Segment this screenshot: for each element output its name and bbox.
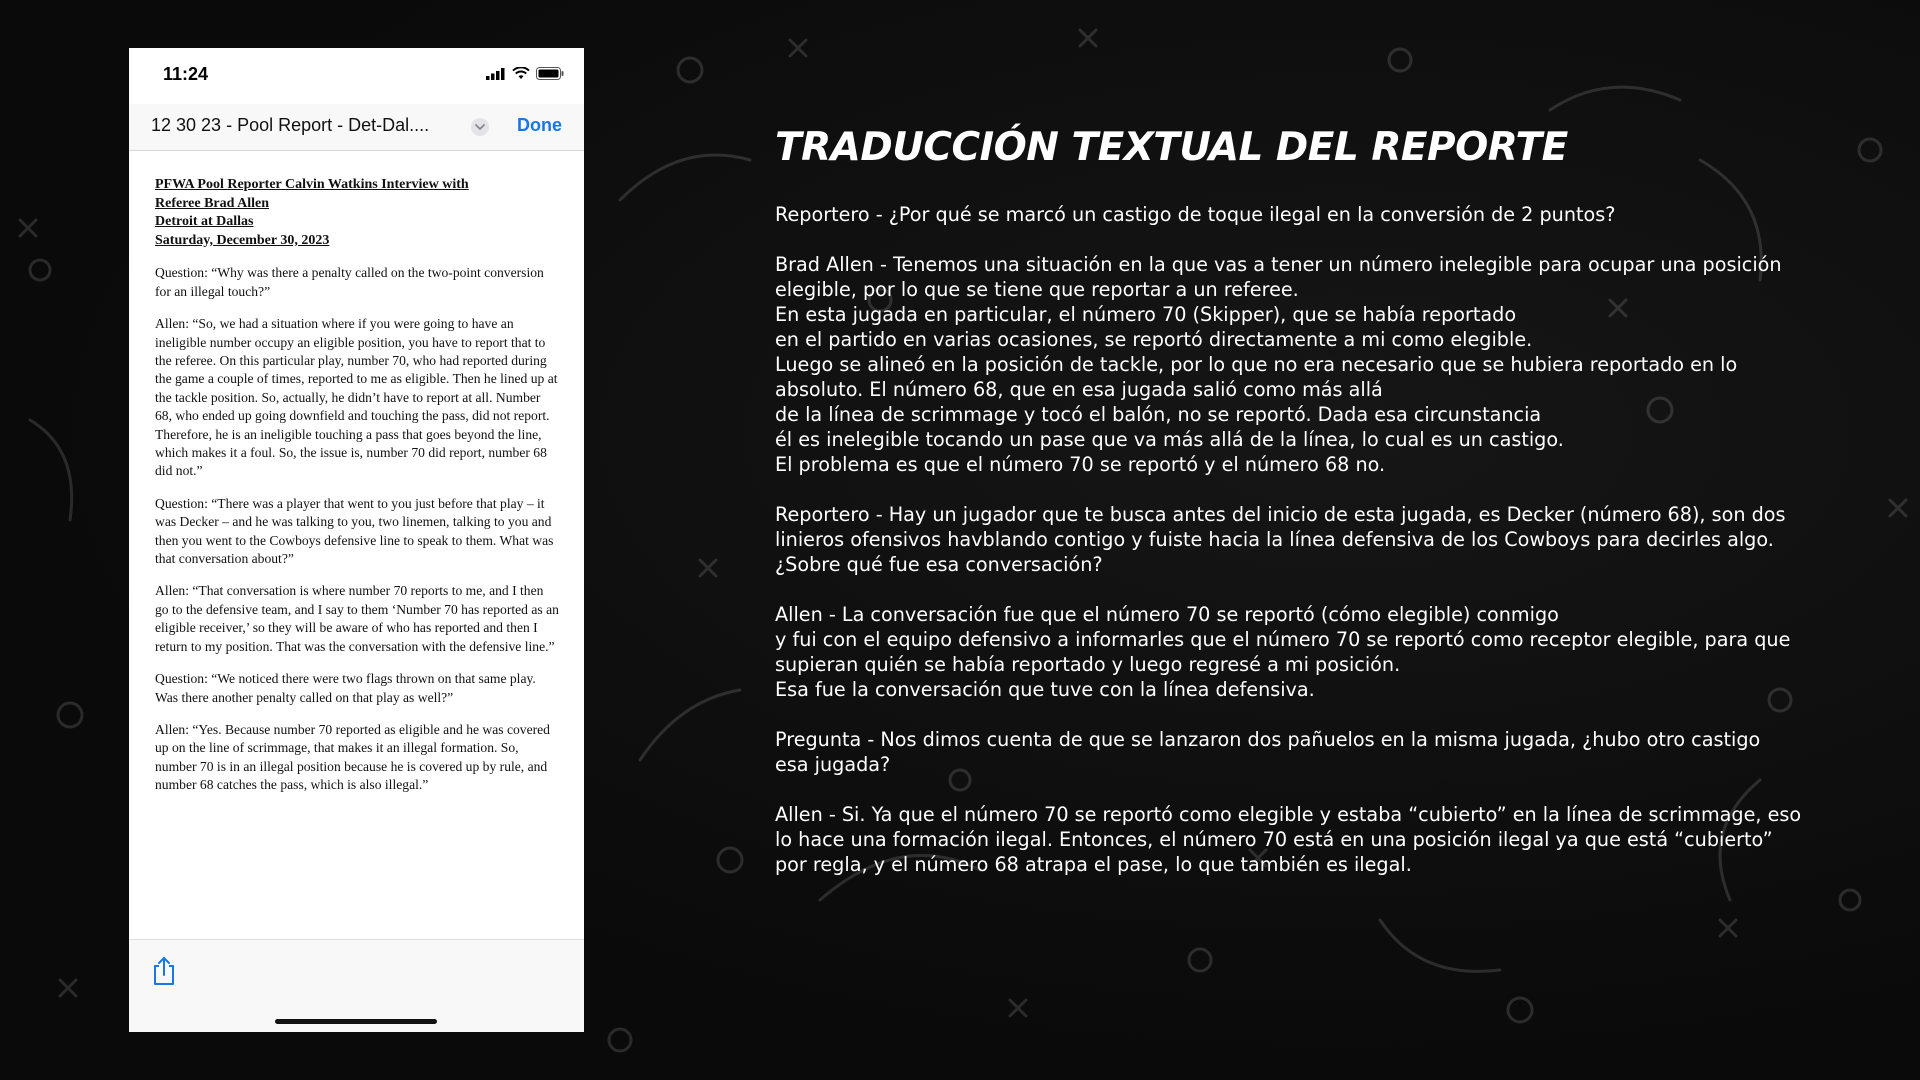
document-nav-bar [129, 104, 584, 151]
translation-paragraph: Reportero - Hay un jugador que te busca antes del inicio de esta jugada, es Decker (número 68), son dos linieros ofensivos havblando contigo y fuiste hacia la línea defensiva de los Cowboys para decirles algo. ¿Sobre qué fue esa conversación? [775, 503, 1786, 576]
translation-paragraph: Brad Allen - Tenemos una situación en la que vas a tener un número inelegible para ocupar una posición elegible, por lo que se tiene que reportar a un referee. En esta jugada en particular, el número 70 (Skipper), que se había reportado en el partido en varias ocasiones, se reportó directamente a mi como elegible. Luego se alineó en la posición de tackle, por lo que no era necesario que se hubiera reportado en lo absoluto. El número 68, que en esa jugada salió como más allá de la línea de scrimmage y tocó el balón, no se reportó. Dada esa circunstancia él es inelegible tocando un pase que va más allá de la línea, lo cual es un castigo. El problema es que el número 70 se reportó y el número 68 no. [775, 253, 1782, 476]
status-time: 11:24 [163, 64, 209, 84]
document-paragraph: Allen: “Yes. Because number 70 reported as eligible and he was covered up on the line of scrimmage, that makes it an illegal formation. So, number 70 is in an illegal position because he is covered up by rule, and number 68 catches the pass, which is also illegal.” [155, 721, 550, 793]
header-line: PFWA Pool Reporter Calvin Watkins Interview with [155, 177, 469, 192]
document-title[interactable]: 12 30 23 - Pool Report - Det-Dal.... [151, 115, 430, 135]
battery-icon [536, 67, 564, 80]
translation-paragraph: Reportero - ¿Por qué se marcó un castigo de toque ilegal en la conversión de 2 puntos? [775, 203, 1616, 226]
header-line: Referee Brad Allen [155, 195, 270, 211]
header-line: Saturday, December 30, 2023 [155, 232, 330, 248]
pool-report-document [155, 176, 560, 809]
done-button[interactable]: Done [517, 115, 562, 135]
status-icons [486, 67, 564, 80]
status-bar [129, 48, 584, 104]
translation-title: TRADUCCIÓN TEXTUAL DEL REPORTE [775, 125, 1568, 170]
header-line: Detroit at Dallas [155, 214, 254, 230]
chevron-down-icon[interactable] [471, 118, 489, 136]
bottom-toolbar [129, 939, 584, 1032]
share-icon[interactable] [151, 956, 177, 986]
translation-paragraph: Allen - Si. Ya que el número 70 se reportó como elegible y estaba “cubierto” en la línea de scrimmage, eso lo hace una formación ilegal. Entonces, el número 70 está en una posición ilegal ya que está “cubierto” por regla, y el número 68 atrapa el pase, lo que también es ilegal. [775, 803, 1802, 876]
document-paragraph: Question: “We noticed there were two flags thrown on that same play. Was there another penalty called on that play as well?” [155, 671, 536, 705]
translation-paragraph: Pregunta - Nos dimos cuenta de que se lanzaron dos pañuelos en la misma jugada, ¿hubo otro castigo esa jugada? [775, 728, 1761, 776]
document-header [155, 176, 560, 250]
translation-panel [775, 124, 1875, 902]
document-paragraph: Allen: “So, we had a situation where if you were going to have an ineligible number occupy an eligible position, you have to report that to the referee. On this particular play, number 70, who had reported during the game a couple of times, reported to me as eligible. Then he lined up at the tackle position. So, actually, he didn’t have to report at all. Number 68, who ended up going downfield and touching the pass, did not report. Therefore, he is an ineligible touching a pass that goes beyond the line, which makes it a foul. So, the issue is, number 70 did report, number 68 did not.” [155, 316, 558, 479]
translation-paragraph: Allen - La conversación fue que el número 70 se reportó (cómo elegible) conmigo y fui con el equipo defensivo a informarles que el número 70 se reportó como receptor elegible, para que supieran quién se había reportado y luego regresé a mi posición. Esa fue la conversación que tuve con la línea defensiva. [775, 603, 1791, 701]
home-indicator[interactable] [275, 1019, 437, 1024]
wifi-icon [512, 67, 530, 80]
cellular-signal-icon [486, 68, 506, 80]
document-paragraph: Allen: “That conversation is where number 70 reports to me, and I then go to the defensive team, and I say to them ‘Number 70 has reported as an eligible receiver,’ so they will be aware of who has reported and then I return to my position. That was the conversation with the defensive line.” [155, 583, 559, 654]
phone-screenshot [129, 48, 584, 1032]
document-paragraph: Question: “Why was there a penalty called on the two-point conversion for an illegal touch?” [155, 265, 544, 299]
document-paragraph: Question: “There was a player that went to you just before that play – it was Decker – and he was talking to you, two linemen, talking to you and then you went to the Cowboys defensive line to speak to them. What was that conversation about?” [155, 495, 554, 567]
